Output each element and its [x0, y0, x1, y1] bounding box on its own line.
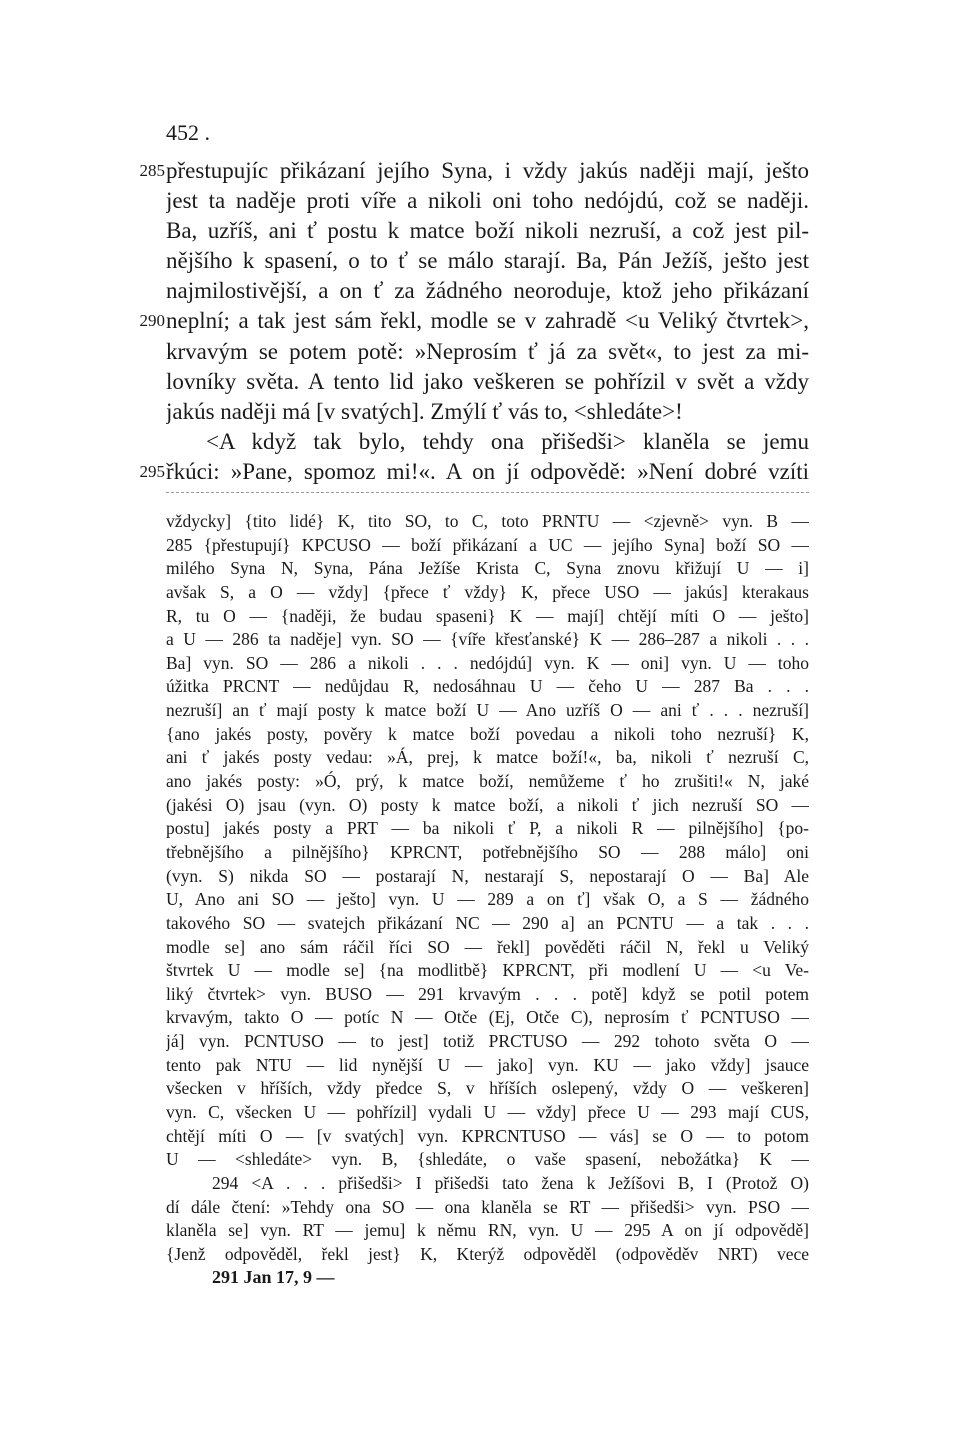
apparatus-line: U, Ano ani SO — ješto] vyn. U — 289 a on ť] však O, a S — žádného: [166, 889, 809, 910]
apparatus-line: všecken v hříších, vždy předce S, v hříších oslepený, vždy O — veškeren]: [166, 1078, 809, 1099]
main-text-line: [0, 216, 960, 246]
apparatus-line: vždycky] {tito lidé} K, tito SO, to C, toto PRNTU — <zjevně> vyn. B —: [166, 511, 809, 531]
main-text-line-content: Ba, uzříš, ani ť postu k matce boží nikoli nezruší, a což jest pil-: [166, 218, 809, 244]
apparatus-line: ani ť jakés posty vedau: »Á, prej, k matce boží!«, ba, nikoli ť nezruší C,: [166, 747, 809, 768]
apparatus-line: vyn. C, všecken U — pohřízil] vydali U — vždy] přece U — 293 mají CUS,: [166, 1102, 809, 1123]
apparatus-line: 294 <A . . . přišedši> I přišedši tato žena k Ježíšovi B, I (Protož O): [212, 1172, 809, 1193]
main-text-line-content: lovníky světa. A tento lid jako veškeren se pohřízil v svět a vždy: [166, 368, 809, 394]
apparatus-line: modle se] ano sám ráčil říci SO — řekl] pověděti ráčil N, řekl u Veliký: [166, 936, 809, 957]
apparatus-line: ano jakés posty: »Ó, prý, k matce boží, nemůžeme ť ho zrušiti!« N, jaké: [166, 771, 809, 792]
apparatus-line: štvrtek U — modle se] {na modlitbě} KPRCNT, při modlení U — <u Ve-: [166, 960, 809, 981]
printer-signature: 291 Jan 17, 9 —: [212, 1267, 335, 1287]
footnote-separator: [166, 492, 809, 493]
apparatus-line: liký čtvrtek> vyn. BUSO — 291 krvavým . . . potě] když se potil potem: [166, 983, 809, 1004]
main-text-line: [0, 156, 960, 186]
main-text-line: [0, 246, 960, 276]
apparatus-line: já] vyn. PCNTUSO — to jest] totiž PRCTUSO — 292 tohoto světa O —: [166, 1031, 809, 1052]
apparatus-line: nezruší] an ť mají posty k matce boží U — Ano uzříš O — ani ť . . . nezruší]: [166, 700, 809, 721]
apparatus-line: (jakési O) jsau (vyn. O) posty k matce boží, a nikoli ť jich nezruší SO —: [166, 794, 809, 815]
apparatus-line: 285 {přestupují} KPCUSO — boží přikázaní a UC — jejího Syna] boží SO —: [166, 534, 809, 555]
apparatus-line: úžitka PRCNT — nedůjdau R, nedosáhnau U — čeho U — 287 Ba . . .: [166, 676, 809, 697]
main-text-line: [0, 457, 960, 487]
main-text-line: [0, 427, 960, 457]
apparatus-line: {ano jakés posty, pověry k matce boží povedau a nikoli toho nezruší} K,: [166, 723, 809, 744]
main-text-line-content: řkúci: »Pane, spomoz mi!«. A on jí odpovědě: »Není dobré vzíti: [166, 458, 809, 484]
page-number: 452 .: [166, 120, 210, 145]
line-number: 285: [139, 161, 165, 180]
apparatus-line: milého Syna N, Syna, Pána Ježíše Krista C, Syna znovu křižují U — i]: [166, 558, 809, 579]
line-number: 295: [139, 461, 165, 481]
apparatus-line: U — <shledáte> vyn. B, {shledáte, o vaše spasení, nebožátka} K —: [166, 1149, 809, 1170]
main-text-line: [0, 367, 960, 397]
apparatus-line: a U — 286 ta naděje] vyn. SO — {víře křesťanské} K — 286–287 a nikoli . . .: [166, 629, 809, 650]
apparatus-line: R, tu O — {naději, že budau spaseni} K — mají] chtějí míti O — ješto]: [166, 605, 809, 626]
apparatus-line: avšak S, a O — vždy] {přece ť vždy} K, přece USO — jakús] kterakaus: [166, 581, 809, 602]
critical-apparatus: [166, 510, 809, 1267]
main-text-line-content: neplní; a tak jest sám řekl, modle se v zahradě <u Veliký čtvrtek>,: [166, 308, 809, 334]
main-text-line: [0, 397, 960, 427]
apparatus-line: {Jenž odpověděl, řekl jest} K, Kterýž odpověděl (odpověděv NRT) vece: [166, 1243, 809, 1264]
main-text-line: [0, 337, 960, 367]
apparatus-line: chtějí míti O — [v svatých] vyn. KPRCNTUSO — vás] se O — to potom: [166, 1125, 809, 1146]
apparatus-line: (vyn. S) nikda SO — postarají N, nestarají S, nepostarají O — Ba] Ale: [166, 865, 809, 886]
apparatus-line: dí dále čtení: »Tehdy ona SO — ona klaněla se RT — přišedši> vyn. PSO —: [166, 1196, 809, 1217]
apparatus-line: tento pak NTU — lid nynější U — jako] vyn. KU — jako vždy] jsauce: [166, 1054, 809, 1075]
main-text-line: [0, 276, 960, 306]
main-text: [0, 156, 960, 487]
main-text-line-content: jakús naději má [v svatých]. Zmýlí ť vás to, <shledáte>!: [166, 398, 683, 424]
apparatus-line: krvavým, takto O — potíc N — Otče (Ej, Otče C), neprosím ť PCNTUSO —: [166, 1007, 809, 1028]
main-text-line-content: jest ta naděje proti víře a nikoli oni toho nedójdú, což se naději.: [166, 188, 809, 214]
main-text-line: [0, 306, 960, 336]
main-text-line-content: nějšího k spasení, o to ť se málo starají. Ba, Pán Ježíš, ješto jest: [166, 248, 809, 274]
main-text-line-content: najmilostivější, a on ť za žádného neoroduje, ktož jeho přikázaní: [166, 278, 809, 304]
line-number: 290: [139, 311, 165, 331]
main-text-line-content: přestupujíc přikázaní jejího Syna, i vždy jakús naději mají, ješto: [166, 158, 809, 183]
apparatus-line: takového SO — svatejch přikázaní NC — 290 a] an PCNTU — a tak . . .: [166, 912, 809, 933]
main-text-line-content: <A když tak bylo, tehdy ona přišedši> klaněla se jemu: [206, 428, 809, 454]
apparatus-line: klaněla se] vyn. RT — jemu] k němu RN, vyn. U — 295 A on jí odpovědě]: [166, 1220, 809, 1241]
apparatus-line: postu] jakés posty a PRT — ba nikoli ť P, a nikoli R — pilnějšího] {po-: [166, 818, 809, 839]
main-text-line: [0, 186, 960, 216]
apparatus-line: Ba] vyn. SO — 286 a nikoli . . . nedójdú] vyn. K — oni] vyn. U — toho: [166, 652, 809, 673]
apparatus-line: třebnějšího a pilnějšího} KPRCNT, potřebnějšího SO — 288 málo] oni: [166, 841, 809, 862]
main-text-line-content: krvavým se potem potě: »Neprosím ť já za svět«, to jest za mi-: [166, 338, 809, 364]
